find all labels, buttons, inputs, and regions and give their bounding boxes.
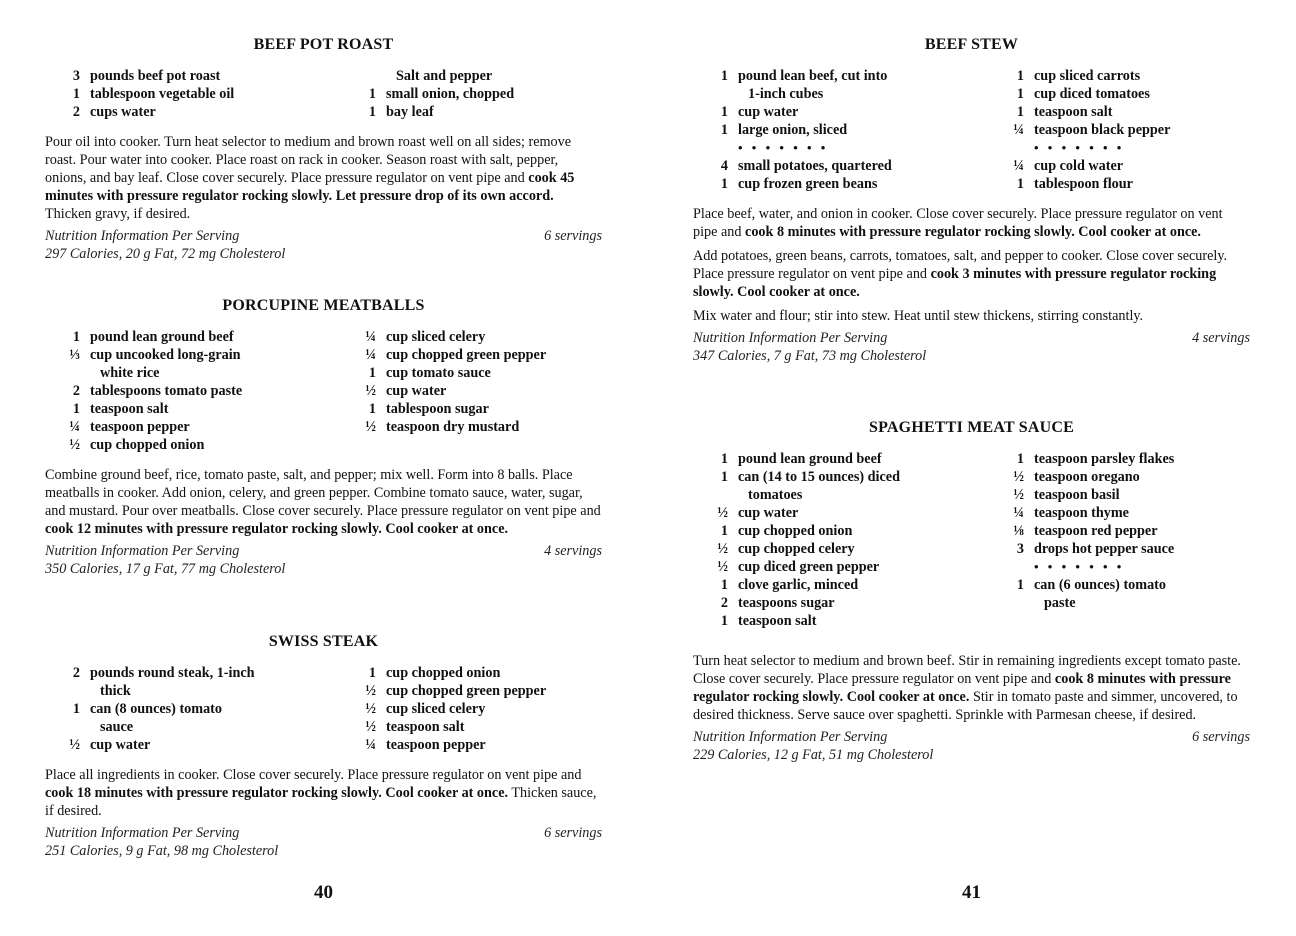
ingredient-name: Salt and pepper: [396, 68, 493, 84]
recipe-beef-stew: [693, 36, 1250, 365]
ingredient-quantity: 1: [72, 329, 80, 345]
ingredient-row: [50, 400, 306, 418]
ingredient-quantity: 1: [368, 365, 376, 381]
ingredient-quantity: ½: [365, 419, 376, 435]
ingredient-name: teaspoon parsley flakes: [1034, 451, 1175, 467]
ingredient-row: [50, 364, 306, 382]
ingredient-row: [994, 121, 1250, 139]
ingredient-quantity: [50, 718, 90, 736]
ingredient-row: [50, 346, 306, 364]
nutrition-values: 229 Calories, 12 g Fat, 51 mg Cholesterol: [693, 747, 934, 763]
ingredient-name: teaspoon pepper: [90, 419, 190, 435]
instructions-step-2: Add potatoes, green beans, carrots, tomatoes, salt, and pepper to cooker. Close cover securely. Place pressure regulator on vent pipe and cook 3 minutes with pressure regulator rocking slowly. Cool cooker at once.: [693, 248, 1228, 300]
ingredient-quantity: 1: [72, 401, 80, 417]
servings: 6 servings: [1192, 729, 1250, 745]
ingredient-row: [346, 328, 602, 346]
nutrition-values: 297 Calories, 20 g Fat, 72 mg Cholesterol: [45, 246, 286, 262]
ingredient-quantity: ½: [717, 541, 728, 557]
ingredient-row: [994, 468, 1250, 486]
ingredient-name: cup tomato sauce: [386, 365, 491, 381]
ingredient-column-right: [306, 67, 602, 121]
nutrition-info: [45, 227, 602, 263]
ingredient-column-left: [693, 450, 954, 630]
ingredient-name: pound lean beef, cut into: [738, 68, 888, 84]
ingredient-name: cup cold water: [1034, 158, 1124, 174]
ingredient-name: teaspoon salt: [738, 613, 817, 629]
nutrition-info: [693, 329, 1250, 365]
ingredient-row: [994, 486, 1250, 504]
ingredient-row: [698, 612, 954, 630]
ingredient-row: [346, 418, 602, 436]
ingredient-quantity: ⅛: [1013, 523, 1024, 539]
ingredient-name: bay leaf: [386, 104, 434, 120]
ingredient-name: cup diced tomatoes: [1034, 86, 1150, 102]
ingredient-name: small potatoes, quartered: [738, 158, 892, 174]
ingredient-quantity: [994, 594, 1034, 612]
ingredient-quantity: ¼: [365, 737, 376, 753]
ingredient-row: [698, 504, 954, 522]
ingredient-column-left: [45, 664, 306, 754]
ingredient-separator: • • • • • • •: [1034, 559, 1125, 574]
ingredient-quantity: ¼: [365, 347, 376, 363]
ingredient-row: [346, 664, 602, 682]
ingredient-name: cup uncooked long-grain: [90, 347, 241, 363]
ingredient-row: [50, 328, 306, 346]
recipe-beef-pot-roast: [45, 36, 602, 263]
ingredient-quantity: ¼: [1013, 122, 1024, 138]
ingredient-row: [698, 157, 954, 175]
ingredient-row: [698, 121, 954, 139]
ingredient-name: pound lean ground beef: [90, 329, 234, 345]
nutrition-info: [45, 824, 602, 860]
ingredient-name: small onion, chopped: [386, 86, 515, 102]
ingredient-row: [698, 450, 954, 468]
ingredient-row: [346, 67, 602, 85]
ingredient-row: [50, 382, 306, 400]
ingredient-quantity: [346, 67, 386, 85]
recipe-title: BEEF STEW: [924, 36, 1019, 53]
ingredient-name: white rice: [100, 365, 160, 381]
ingredient-row: [994, 594, 1250, 612]
servings: 6 servings: [544, 228, 602, 244]
ingredient-name: tomatoes: [748, 487, 803, 503]
ingredient-quantity: 1: [368, 104, 376, 120]
nutrition-label: Nutrition Information Per Serving: [45, 228, 240, 244]
ingredient-row: [698, 522, 954, 540]
ingredient-row: [994, 175, 1250, 193]
ingredient-name: cup chopped onion: [386, 665, 501, 681]
ingredient-name: cup diced green pepper: [738, 559, 880, 575]
ingredient-quantity: 1: [1016, 68, 1024, 84]
ingredient-row: [698, 540, 954, 558]
ingredient-row: [50, 718, 306, 736]
ingredient-list: [45, 328, 602, 454]
ingredient-row: [50, 67, 306, 85]
ingredient-quantity: ½: [365, 719, 376, 735]
ingredient-row: [50, 736, 306, 754]
ingredient-quantity: 1: [720, 176, 728, 192]
ingredient-name: cup frozen green beans: [738, 176, 878, 192]
ingredient-quantity: [698, 486, 738, 504]
ingredient-row: [994, 576, 1250, 594]
ingredient-quantity: 1: [1016, 86, 1024, 102]
ingredient-quantity: ¼: [1013, 505, 1024, 521]
recipe-spaghetti-meat-sauce: [693, 419, 1250, 764]
ingredient-row: [994, 540, 1250, 558]
ingredient-row: [698, 468, 954, 486]
ingredient-quantity: ⅓: [69, 347, 80, 363]
ingredient-name: cup chopped onion: [738, 523, 853, 539]
ingredient-quantity: 1: [1016, 104, 1024, 120]
ingredient-quantity: 1: [720, 68, 728, 84]
ingredient-name: tablespoon vegetable oil: [90, 86, 235, 102]
ingredient-name: pound lean ground beef: [738, 451, 882, 467]
ingredient-quantity: 1: [720, 451, 728, 467]
ingredient-quantity: [994, 558, 1034, 576]
ingredient-row: [346, 364, 602, 382]
ingredient-column-right: [954, 67, 1250, 193]
instructions: Place all ingredients in cooker. Close cover securely. Place pressure regulator on vent pipe and cook 18 minutes with pressure regulator rocking slowly. Cool cooker at once. Thicken sauce, if desired.: [45, 767, 597, 819]
ingredient-row: [346, 682, 602, 700]
ingredient-quantity: ½: [365, 683, 376, 699]
ingredient-quantity: ½: [69, 737, 80, 753]
servings: 4 servings: [1192, 330, 1250, 346]
ingredient-name: cup water: [90, 737, 151, 753]
ingredient-row: [50, 700, 306, 718]
ingredient-name: can (14 to 15 ounces) diced: [738, 469, 900, 485]
ingredient-row: [346, 85, 602, 103]
ingredient-column-left: [693, 67, 954, 193]
ingredient-row: [994, 504, 1250, 522]
ingredient-name: large onion, sliced: [738, 122, 848, 138]
ingredient-row: [346, 700, 602, 718]
ingredient-row: [698, 85, 954, 103]
ingredient-quantity: 2: [720, 595, 728, 611]
page-number: 41: [962, 882, 981, 903]
ingredient-quantity: ½: [365, 701, 376, 717]
ingredient-row: [994, 450, 1250, 468]
ingredient-quantity: 1: [368, 665, 376, 681]
nutrition-values: 350 Calories, 17 g Fat, 77 mg Cholesterol: [45, 561, 286, 577]
nutrition-label: Nutrition Information Per Serving: [45, 543, 240, 559]
ingredient-quantity: 3: [72, 68, 80, 84]
ingredient-name: drops hot pepper sauce: [1034, 541, 1175, 557]
ingredient-row: [994, 85, 1250, 103]
ingredient-name: tablespoons tomato paste: [90, 383, 243, 399]
ingredient-name: cup chopped celery: [738, 541, 855, 557]
ingredient-name: teaspoon dry mustard: [386, 419, 520, 435]
ingredient-quantity: 2: [72, 665, 80, 681]
ingredient-quantity: ½: [69, 437, 80, 453]
ingredient-row: [994, 67, 1250, 85]
ingredient-quantity: 3: [1016, 541, 1024, 557]
ingredient-name: cup water: [738, 104, 799, 120]
ingredient-row: [698, 558, 954, 576]
ingredient-row: [698, 175, 954, 193]
ingredient-quantity: 1: [72, 701, 80, 717]
ingredient-name: teaspoon thyme: [1034, 505, 1129, 521]
ingredient-column-right: [306, 328, 602, 454]
ingredient-row: [346, 346, 602, 364]
ingredient-quantity: 1: [1016, 176, 1024, 192]
ingredient-name: teaspoons sugar: [738, 595, 835, 611]
ingredient-column-left: [45, 328, 306, 454]
ingredient-row: [698, 576, 954, 594]
ingredient-quantity: ½: [717, 559, 728, 575]
servings: 6 servings: [544, 825, 602, 841]
ingredient-row: [994, 103, 1250, 121]
ingredient-name: thick: [100, 683, 131, 699]
ingredient-row: [698, 103, 954, 121]
ingredient-name: cup chopped green pepper: [386, 683, 547, 699]
ingredient-name: cups water: [90, 104, 156, 120]
ingredient-row: [698, 594, 954, 612]
recipe-swiss-steak: [45, 633, 602, 860]
ingredient-list: [693, 67, 1250, 193]
ingredient-name: sauce: [100, 719, 134, 735]
ingredient-name: cup water: [386, 383, 447, 399]
ingredient-quantity: ¼: [69, 419, 80, 435]
nutrition-label: Nutrition Information Per Serving: [45, 825, 240, 841]
recipe-porcupine-meatballs: [45, 297, 602, 578]
left-page: [45, 0, 602, 936]
ingredient-quantity: 1: [72, 86, 80, 102]
ingredient-row: [346, 736, 602, 754]
ingredient-quantity: [698, 85, 738, 103]
ingredient-name: teaspoon pepper: [386, 737, 486, 753]
ingredient-name: pounds round steak, 1-inch: [90, 665, 255, 681]
ingredient-separator: • • • • • • •: [738, 140, 829, 155]
ingredient-name: clove garlic, minced: [738, 577, 859, 593]
ingredient-list: [693, 450, 1250, 630]
instructions: Turn heat selector to medium and brown beef. Stir in remaining ingredients except tomato paste. Close cover securely. Place pressure regulator on vent pipe and cook 8 minutes with pressure regulator rocking slowly. Cool cooker at once. Stir in tomato paste and simmer, uncovered, to desired thickness. Serve sauce over spaghetti. Sprinkle with Parmesan cheese, if desired.: [693, 653, 1241, 723]
nutrition-info: [45, 542, 602, 578]
ingredient-name: teaspoon red pepper: [1034, 523, 1158, 539]
ingredient-quantity: 1: [720, 523, 728, 539]
ingredient-quantity: ½: [1013, 469, 1024, 485]
nutrition-label: Nutrition Information Per Serving: [693, 330, 888, 346]
ingredient-separator: • • • • • • •: [1034, 140, 1125, 155]
ingredient-name: teaspoon oregano: [1034, 469, 1140, 485]
ingredient-name: tablespoon flour: [1034, 176, 1133, 192]
page-number: 40: [314, 882, 333, 903]
ingredient-name: cup chopped green pepper: [386, 347, 547, 363]
ingredient-quantity: ½: [1013, 487, 1024, 503]
ingredient-quantity: [50, 364, 90, 382]
ingredient-row: [698, 67, 954, 85]
ingredient-quantity: 1: [720, 613, 728, 629]
recipe-title: SPAGHETTI MEAT SAUCE: [869, 419, 1074, 436]
ingredient-name: teaspoon black pepper: [1034, 122, 1171, 138]
ingredient-list: [45, 67, 602, 121]
ingredient-name: teaspoon salt: [90, 401, 169, 417]
nutrition-values: 347 Calories, 7 g Fat, 73 mg Cholesterol: [693, 348, 927, 364]
ingredient-name: cup sliced carrots: [1034, 68, 1141, 84]
recipe-title: BEEF POT ROAST: [253, 36, 394, 53]
ingredient-column-left: [45, 67, 306, 121]
ingredient-row: [994, 522, 1250, 540]
ingredient-quantity: 1: [368, 401, 376, 417]
ingredient-row: [50, 103, 306, 121]
ingredient-name: tablespoon sugar: [386, 401, 489, 417]
ingredient-row: [346, 718, 602, 736]
ingredient-quantity: 4: [720, 158, 728, 174]
nutrition-info: [693, 728, 1250, 764]
ingredient-column-right: [954, 450, 1250, 630]
nutrition-label: Nutrition Information Per Serving: [693, 729, 888, 745]
ingredient-name: cup sliced celery: [386, 701, 486, 717]
ingredient-row: [698, 139, 954, 157]
ingredient-row: [994, 139, 1250, 157]
ingredient-column-right: [306, 664, 602, 754]
ingredient-row: [994, 558, 1250, 576]
ingredient-quantity: 1: [1016, 451, 1024, 467]
ingredient-quantity: 1: [720, 469, 728, 485]
ingredient-quantity: ¼: [365, 329, 376, 345]
ingredient-name: can (6 ounces) tomato: [1034, 577, 1167, 593]
ingredient-quantity: 1: [720, 104, 728, 120]
ingredient-row: [50, 436, 306, 454]
servings: 4 servings: [544, 543, 602, 559]
ingredient-name: cup chopped onion: [90, 437, 205, 453]
ingredient-quantity: 1: [1016, 577, 1024, 593]
ingredient-quantity: ½: [365, 383, 376, 399]
instructions: Combine ground beef, rice, tomato paste, salt, and pepper; mix well. Form into 8 balls. Place meatballs in cooker. Add onion, celery, and green pepper. Combine tomato sauce, water, sugar, and mustard. Pour over meatballs. Close cover securely. Place pressure regulator on vent pipe and cook 12 minutes with pressure regulator rocking slowly. Cool cooker at once.: [45, 467, 601, 537]
recipe-title: PORCUPINE MEATBALLS: [222, 297, 425, 314]
ingredient-list: [45, 664, 602, 754]
ingredient-name: paste: [1044, 595, 1076, 611]
ingredient-row: [346, 103, 602, 121]
ingredient-quantity: [50, 682, 90, 700]
ingredient-row: [50, 682, 306, 700]
ingredient-quantity: 2: [72, 104, 80, 120]
ingredient-row: [346, 400, 602, 418]
instructions: Pour oil into cooker. Turn heat selector to medium and brown roast well on all sides; remove roast. Pour water into cooker. Place roast on rack in cooker. Season roast with salt, pepper, onions, and bay leaf. Close cover securely. Place pressure regulator on vent pipe and cook 45 minutes with pressure regulator rocking slowly. Let pressure drop of its own accord. Thicken gravy, if desired.: [45, 134, 575, 222]
ingredient-row: [346, 382, 602, 400]
recipe-title: SWISS STEAK: [268, 633, 379, 650]
ingredient-name: teaspoon salt: [386, 719, 465, 735]
ingredient-quantity: 2: [72, 383, 80, 399]
ingredient-quantity: ¼: [1013, 158, 1024, 174]
ingredient-name: cup sliced celery: [386, 329, 486, 345]
ingredient-quantity: ½: [717, 505, 728, 521]
nutrition-values: 251 Calories, 9 g Fat, 98 mg Cholesterol: [45, 843, 279, 859]
instructions-step-3: Mix water and flour; stir into stew. Heat until stew thickens, stirring constantly.: [693, 308, 1144, 324]
ingredient-name: pounds beef pot roast: [90, 68, 221, 84]
right-page: [693, 0, 1250, 936]
ingredient-name: can (8 ounces) tomato: [90, 701, 223, 717]
ingredient-name: cup water: [738, 505, 799, 521]
ingredient-name: 1-inch cubes: [748, 86, 824, 102]
ingredient-quantity: 1: [720, 122, 728, 138]
ingredient-row: [994, 157, 1250, 175]
ingredient-quantity: [698, 139, 738, 157]
ingredient-quantity: [994, 139, 1034, 157]
ingredient-quantity: 1: [720, 577, 728, 593]
ingredient-row: [50, 664, 306, 682]
instructions-step-1: Place beef, water, and onion in cooker. Close cover securely. Place pressure regulator on vent pipe and cook 8 minutes with pressure regulator rocking slowly. Cool cooker at once.: [693, 206, 1223, 240]
ingredient-row: [50, 85, 306, 103]
ingredient-name: teaspoon salt: [1034, 104, 1113, 120]
ingredient-quantity: 1: [368, 86, 376, 102]
ingredient-row: [698, 486, 954, 504]
ingredient-row: [50, 418, 306, 436]
ingredient-name: teaspoon basil: [1034, 487, 1120, 503]
